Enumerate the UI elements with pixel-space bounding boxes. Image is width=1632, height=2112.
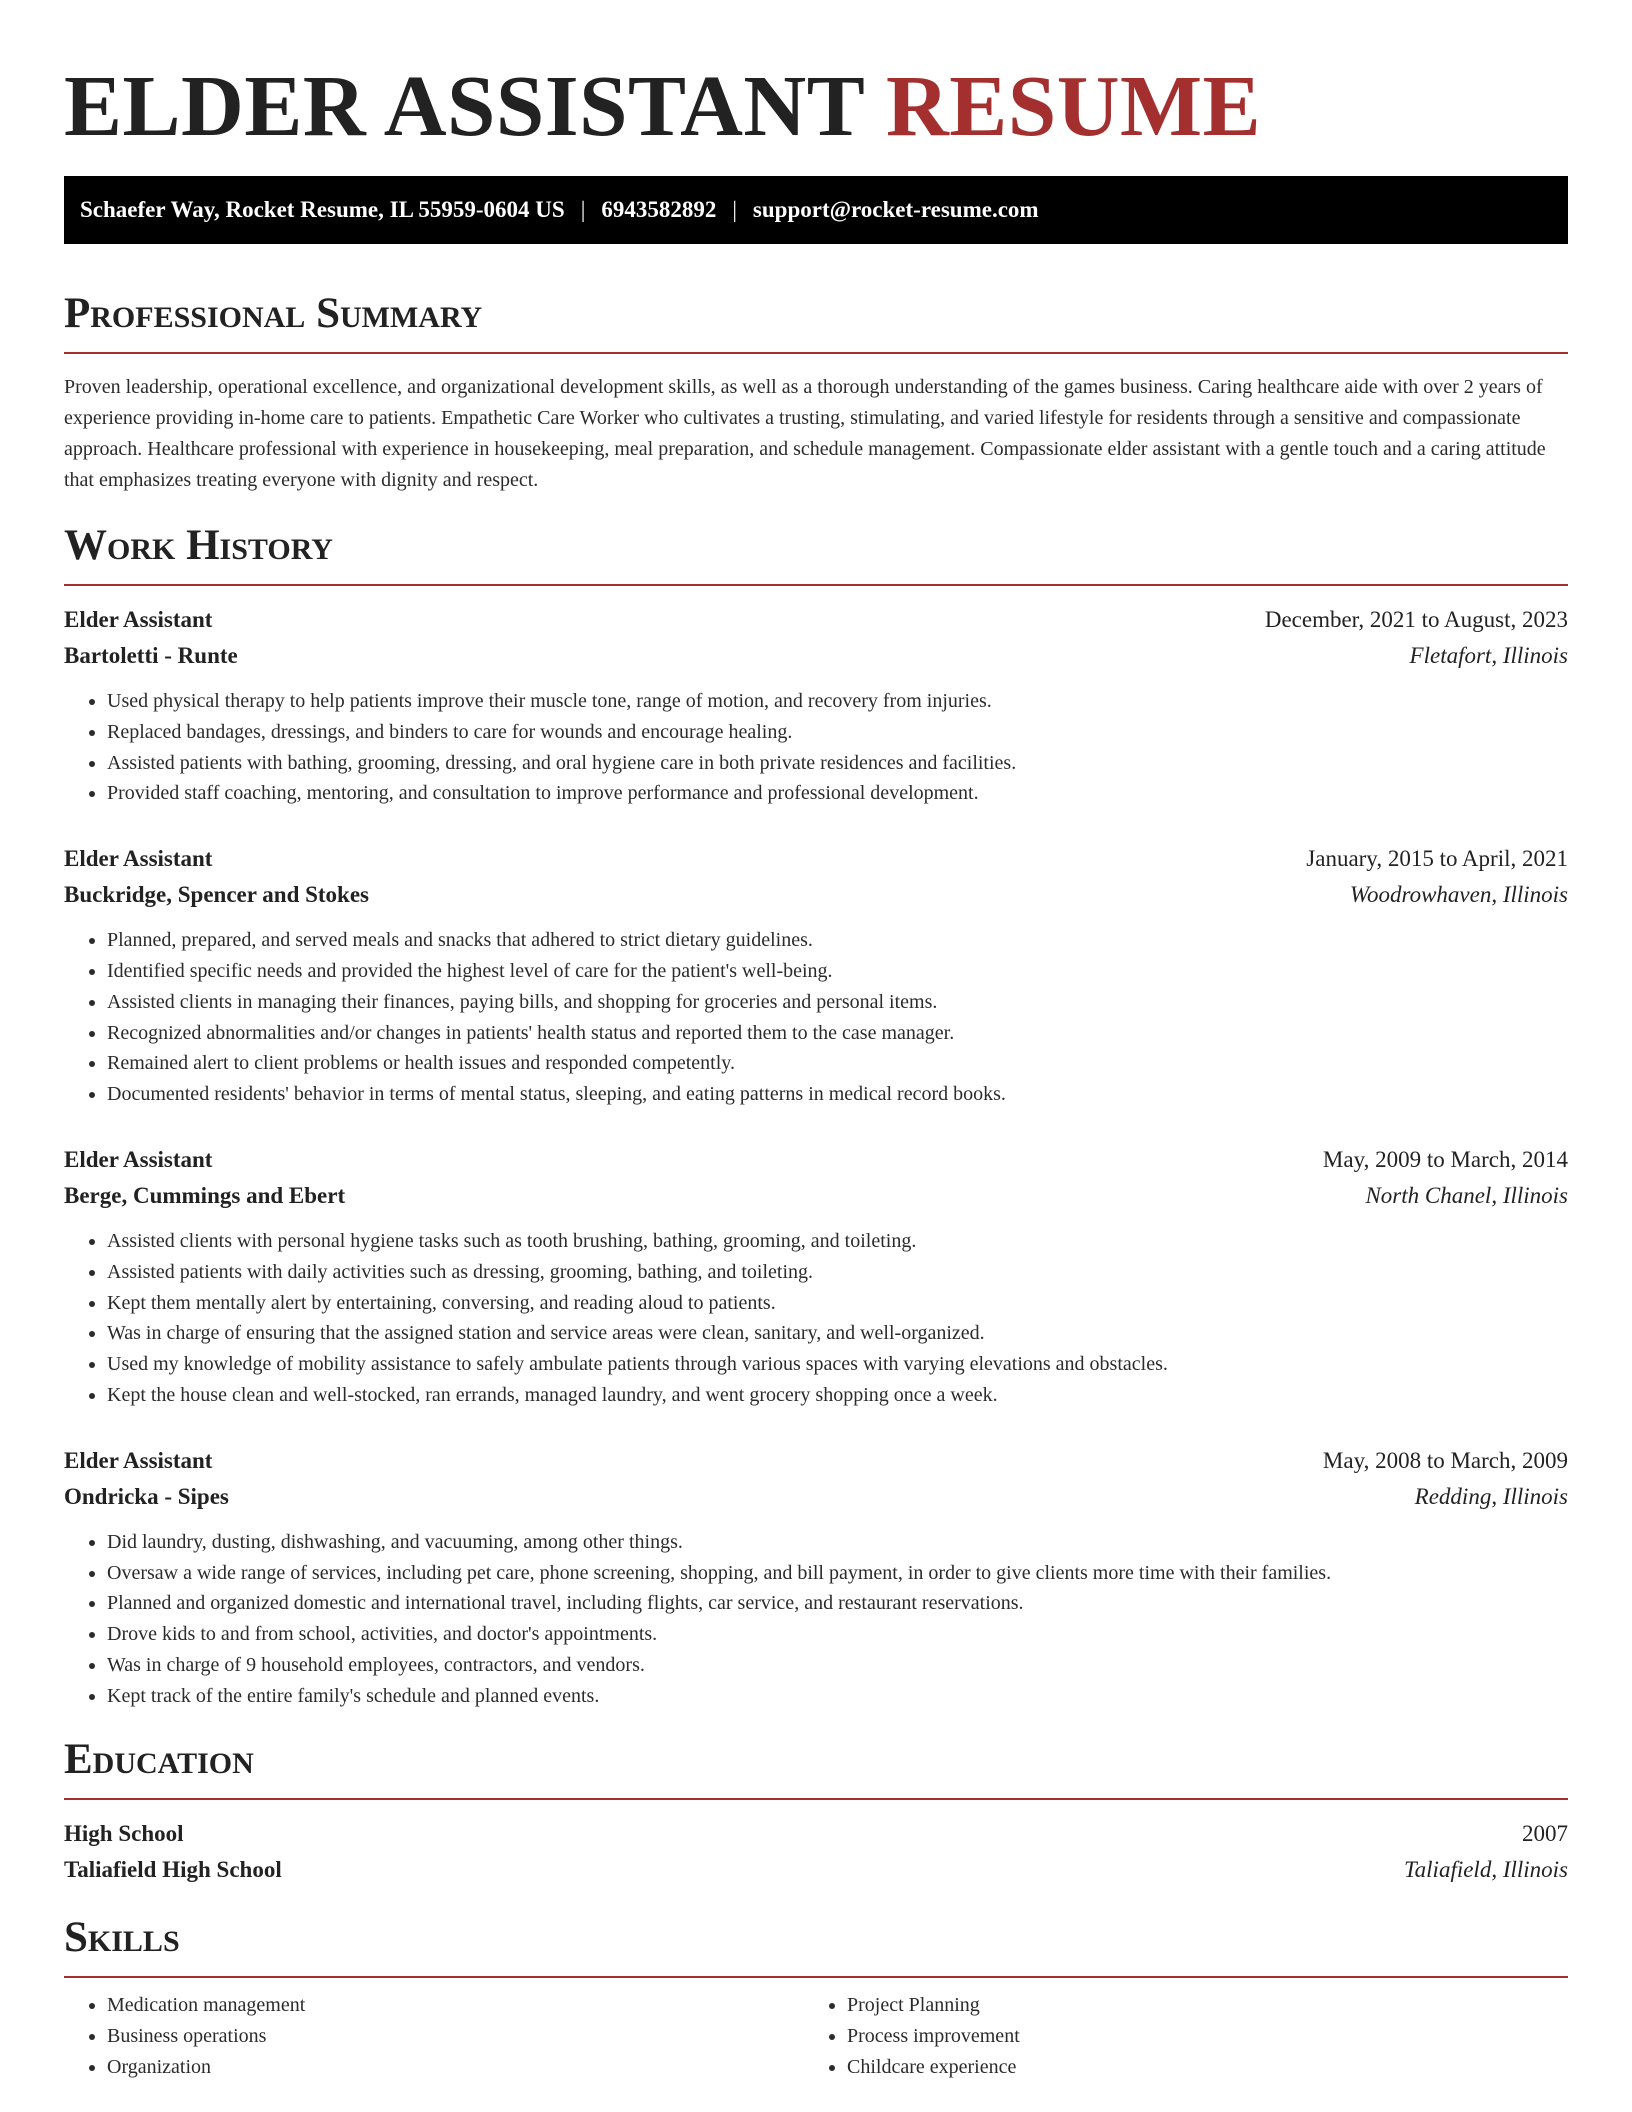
job-duty-item: • Assisted patients with bathing, grooming, dressing, and oral hygiene care in both private residences and facilities. xyxy=(107,748,1568,779)
job-duty-item: • Was in charge of 9 household employees, contractors, and vendors. xyxy=(107,1650,1568,1681)
resume-page xyxy=(64,0,1568,2083)
skills-column-right xyxy=(804,1990,1544,2083)
skills-section xyxy=(64,1912,1568,2083)
education-section xyxy=(64,1734,1568,1888)
summary-text: Proven leadership, operational excellence, and organizational development skills, as well as a thorough understanding of the games business. Caring healthcare aide with over 2 years of experience providing in-home care to patients. Empathetic Care Worker who cultivates a trusting, stimulating, and varied lifestyle for residents through a sensitive and compassionate approach. Healthcare professional with experience in housekeeping, meal preparation, and schedule management. Compassionate elder assistant with a gentle touch and a caring attitude that emphasizes treating everyone with dignity and respect. xyxy=(64,376,1546,491)
job-company: Berge, Cummings and Ebert xyxy=(64,1182,346,1208)
job-duty-item: • Recognized abnormalities and/or changes in patients' health status and reported them to the case manager. xyxy=(107,1018,1568,1049)
job-duty-item: • Remained alert to client problems or health issues and responded competently. xyxy=(107,1048,1568,1079)
title-accent: RESUME xyxy=(885,57,1262,154)
contact-separator: | xyxy=(732,197,737,222)
job-duty-item: • Replaced bandages, dressings, and binders to care for wounds and encourage healing. xyxy=(107,717,1568,748)
contact-bar xyxy=(64,176,1568,244)
job-dates: May, 2008 to March, 2009 xyxy=(1322,1447,1568,1473)
section-heading-education: Education xyxy=(64,1734,1568,1800)
work-history-section xyxy=(64,520,1568,1712)
job-duties xyxy=(64,686,1568,809)
job-company: Ondricka - Sipes xyxy=(64,1483,229,1509)
contact-address: Schaefer Way, Rocket Resume, IL 55959-0604 US xyxy=(80,197,565,222)
job-entry xyxy=(64,1443,1568,1712)
job-duty-item: • Was in charge of ensuring that the assigned station and service areas were clean, sanitary, and well-organized. xyxy=(107,1318,1568,1349)
job-title: Elder Assistant xyxy=(64,1447,213,1473)
job-duty-item: • Used my knowledge of mobility assistance to safely ambulate patients through various spaces with varying elevations and obstacles. xyxy=(107,1349,1568,1380)
summary-section xyxy=(64,288,1568,496)
education-school: Taliafield High School xyxy=(64,1856,282,1882)
job-duty-item: • Used physical therapy to help patients improve their muscle tone, range of motion, and recovery from injuries. xyxy=(107,686,1568,717)
job-dates: January, 2015 to April, 2021 xyxy=(1306,846,1568,872)
skills-column-left xyxy=(64,1990,804,2083)
job-duty-item: • Kept track of the entire family's schedule and planned events. xyxy=(107,1681,1568,1712)
job-duty-item: • Oversaw a wide range of services, including pet care, phone screening, shopping, and bill payment, in order to give clients more time with their families. xyxy=(107,1558,1568,1589)
skill-item: • Organization xyxy=(107,2052,804,2083)
skills-grid xyxy=(64,1990,1568,2083)
job-location: Woodrowhaven, Illinois xyxy=(1349,882,1568,908)
job-entry xyxy=(64,841,1568,1110)
job-title: Elder Assistant xyxy=(64,846,213,872)
contact-separator: | xyxy=(580,197,586,222)
job-duty-item: • Kept the house clean and well-stocked, ran errands, managed laundry, and went grocery shopping once a week. xyxy=(107,1380,1568,1411)
job-duty-item: • Planned and organized domestic and international travel, including flights, car service, and restaurant reservations. xyxy=(107,1588,1568,1619)
job-duty-item: • Identified specific needs and provided the highest level of care for the patient's well-being. xyxy=(107,956,1568,987)
job-duty-item: • Planned, prepared, and served meals and snacks that adhered to strict dietary guidelines. xyxy=(107,925,1568,956)
job-duties xyxy=(64,1527,1568,1712)
resume-title xyxy=(64,56,1568,156)
skill-item: • Childcare experience xyxy=(847,2052,1544,2083)
job-entry xyxy=(64,1142,1568,1411)
skill-item: • Project Planning xyxy=(847,1990,1544,2021)
job-duties xyxy=(64,1226,1568,1411)
job-duty-item: • Provided staff coaching, mentoring, and consultation to improve performance and professional development. xyxy=(107,778,1568,809)
job-duty-item: • Documented residents' behavior in terms of mental status, sleeping, and eating patterns in medical record books. xyxy=(107,1079,1568,1110)
education-entry xyxy=(64,1816,1568,1888)
job-entry xyxy=(64,602,1568,809)
job-location: Redding, Illinois xyxy=(1414,1483,1568,1509)
education-location: Taliafield, Illinois xyxy=(1403,1856,1568,1882)
section-heading-summary: Professional Summary xyxy=(64,288,1568,354)
section-heading-skills: Skills xyxy=(64,1912,1568,1978)
skill-item: • Medication management xyxy=(107,1990,804,2021)
job-duty-item: • Assisted clients with personal hygiene tasks such as tooth brushing, bathing, grooming, and toileting. xyxy=(107,1226,1568,1257)
job-duties xyxy=(64,925,1568,1110)
job-duty-item: • Kept them mentally alert by entertaining, conversing, and reading aloud to patients. xyxy=(107,1288,1568,1319)
job-duty-item: • Drove kids to and from school, activities, and doctor's appointments. xyxy=(107,1619,1568,1650)
skill-item: • Process improvement xyxy=(847,2021,1544,2052)
job-duty-item: • Did laundry, dusting, dishwashing, and vacuuming, among other things. xyxy=(107,1527,1568,1558)
contact-email[interactable]: support@rocket-resume.com xyxy=(752,197,1039,222)
education-year: 2007 xyxy=(1522,1820,1568,1846)
job-title: Elder Assistant xyxy=(64,1146,213,1172)
job-title: Elder Assistant xyxy=(64,607,213,632)
job-duty-item: • Assisted clients in managing their finances, paying bills, and shopping for groceries and personal items. xyxy=(107,987,1568,1018)
job-location: North Chanel, Illinois xyxy=(1365,1182,1568,1208)
education-degree: High School xyxy=(64,1820,184,1846)
job-location: Fletafort, Illinois xyxy=(1409,643,1568,668)
job-dates: May, 2009 to March, 2014 xyxy=(1322,1146,1568,1172)
contact-phone[interactable]: 6943582892 xyxy=(601,197,717,222)
section-heading-work: Work History xyxy=(64,520,1568,586)
title-main: ELDER ASSISTANT xyxy=(64,57,864,154)
skill-item: • Business operations xyxy=(107,2021,804,2052)
job-company: Bartoletti - Runte xyxy=(64,643,238,668)
job-company: Buckridge, Spencer and Stokes xyxy=(64,882,370,908)
job-duty-item: • Assisted patients with daily activities such as dressing, grooming, bathing, and toileting. xyxy=(107,1257,1568,1288)
job-dates: December, 2021 to August, 2023 xyxy=(1264,607,1568,632)
job-list xyxy=(64,602,1568,1712)
